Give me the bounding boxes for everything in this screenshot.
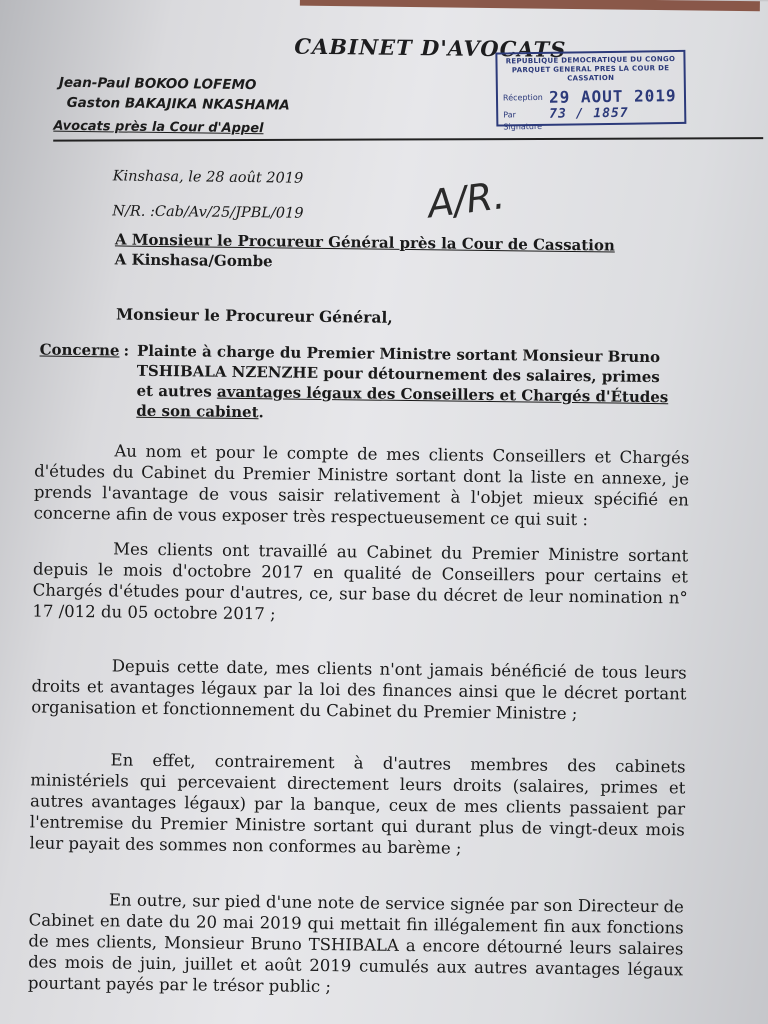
stamp-reception-label: Réception: [502, 92, 543, 103]
lawyer-name-2: Gaston BAKAJIKA NKASHAMA: [66, 94, 290, 114]
reception-stamp: [495, 50, 686, 132]
concern-text: Plainte à charge du Premier Ministre sortant Monsieur Bruno TSHIBALA NZENZHE pour détournement des salaires, primes et autres avantages légaux des Conseillers et Chargés d'Études de son cabinet.: [136, 341, 669, 422]
court-affiliation: Avocats près la Cour d'Appel: [53, 118, 264, 137]
concern-label: Concerne: [39, 340, 120, 360]
handwritten-annotation: A/R.: [425, 172, 508, 227]
letter-reference: N/R. :Cab/Av/25/JPBL/019: [112, 203, 304, 222]
paragraph-3: Depuis cette date, mes clients n'ont jamais bénéficié de tous leurs droits et avantages légaux par la loi des finances ainsi que le décret portant organisation et fonctionnement du Cabinet du Premier Ministre ;: [31, 656, 687, 724]
concern-text-part-1: Plainte à charge du Premier Ministre sortant Monsieur Bruno TSHIBALA NZENZHE pour détournement des salaires, primes et autres: [136, 341, 661, 401]
salutation: Monsieur le Procureur Général,: [115, 304, 393, 327]
concern-block: [39, 340, 680, 428]
concern-colon: :: [123, 341, 130, 360]
header-divider: [53, 137, 763, 141]
stamp-line-1: REPUBLIQUE DEMOCRATIQUE DU CONGO: [505, 55, 676, 66]
stamp-par-label: Par: [503, 110, 516, 120]
stamp-heading: [502, 55, 678, 84]
letter-date: Kinshasa, le 28 août 2019: [112, 168, 304, 187]
stamp-signature-label: Signature: [503, 121, 543, 132]
stamp-par-value: 73 / 1857: [549, 105, 629, 122]
firm-title: CABINET D'AVOCATS: [294, 33, 567, 62]
recipient-block: [115, 229, 615, 275]
lawyer-names: [59, 73, 291, 116]
concern-text-part-2: avantages légaux des Conseillers et Chargés d'Études de son cabinet: [136, 382, 669, 422]
paragraph-1: Au nom et pour le compte de mes clients Conseillers et Chargés d'études du Cabinet du Premier Ministre sortant dont la liste en annexe, je prends l'avantage de vous saisir relativement à l'objet mieux spécifié en concerne afin de vous exposer très respectueusement ce qui suit :: [33, 441, 690, 530]
paragraph-4: En effet, contrairement à d'autres membres des cabinets ministériels qui percevaient directement leurs droits (salaires, primes et autres avantages légaux) par la banque, ceux de mes clients passaient par l'entremise du Premier Ministre sortant qui durant plus de vingt-deux mois leur payait des sommes non conformes au barème ;: [29, 750, 686, 858]
stamp-signature-row: [503, 120, 679, 131]
recipient-line-2: A Kinshasa/Gombe: [114, 250, 273, 271]
stamp-line-2: PARQUET GENERAL PRES LA COUR DE CASSATION: [511, 64, 670, 83]
lawyer-name-1: Jean-Paul BOKOO LOFEMO: [58, 74, 257, 94]
recipient-line-1: A Monsieur le Procureur Général près la Cour de Cassation: [114, 230, 615, 255]
paragraph-2: Mes clients ont travaillé au Cabinet du Premier Ministre sortant depuis le mois d'octobre 2017 en qualité de Conseillers pour certains et Chargés d'études pour d'autres, ce, sur base du décret de leur nomination n° 17 /012 du 05 octobre 2017 ;: [32, 539, 689, 624]
stamp-reception-row: [503, 86, 679, 107]
top-edge-strip: [300, 0, 760, 11]
stamp-reception-date: 29 AOUT 2019: [548, 86, 677, 107]
paragraph-5: En outre, sur pied d'une note de service signée par son Directeur de Cabinet en date du 20 mai 2019 qui mettait fin illégalement fin aux fonctions de mes clients, Monsieur Bruno TSHIBALA a encore détourné leurs salaires des mois de juin, juillet et août 2019 cumulés aux autres avantages légaux pourtant payés par le trésor public ;: [27, 890, 684, 997]
